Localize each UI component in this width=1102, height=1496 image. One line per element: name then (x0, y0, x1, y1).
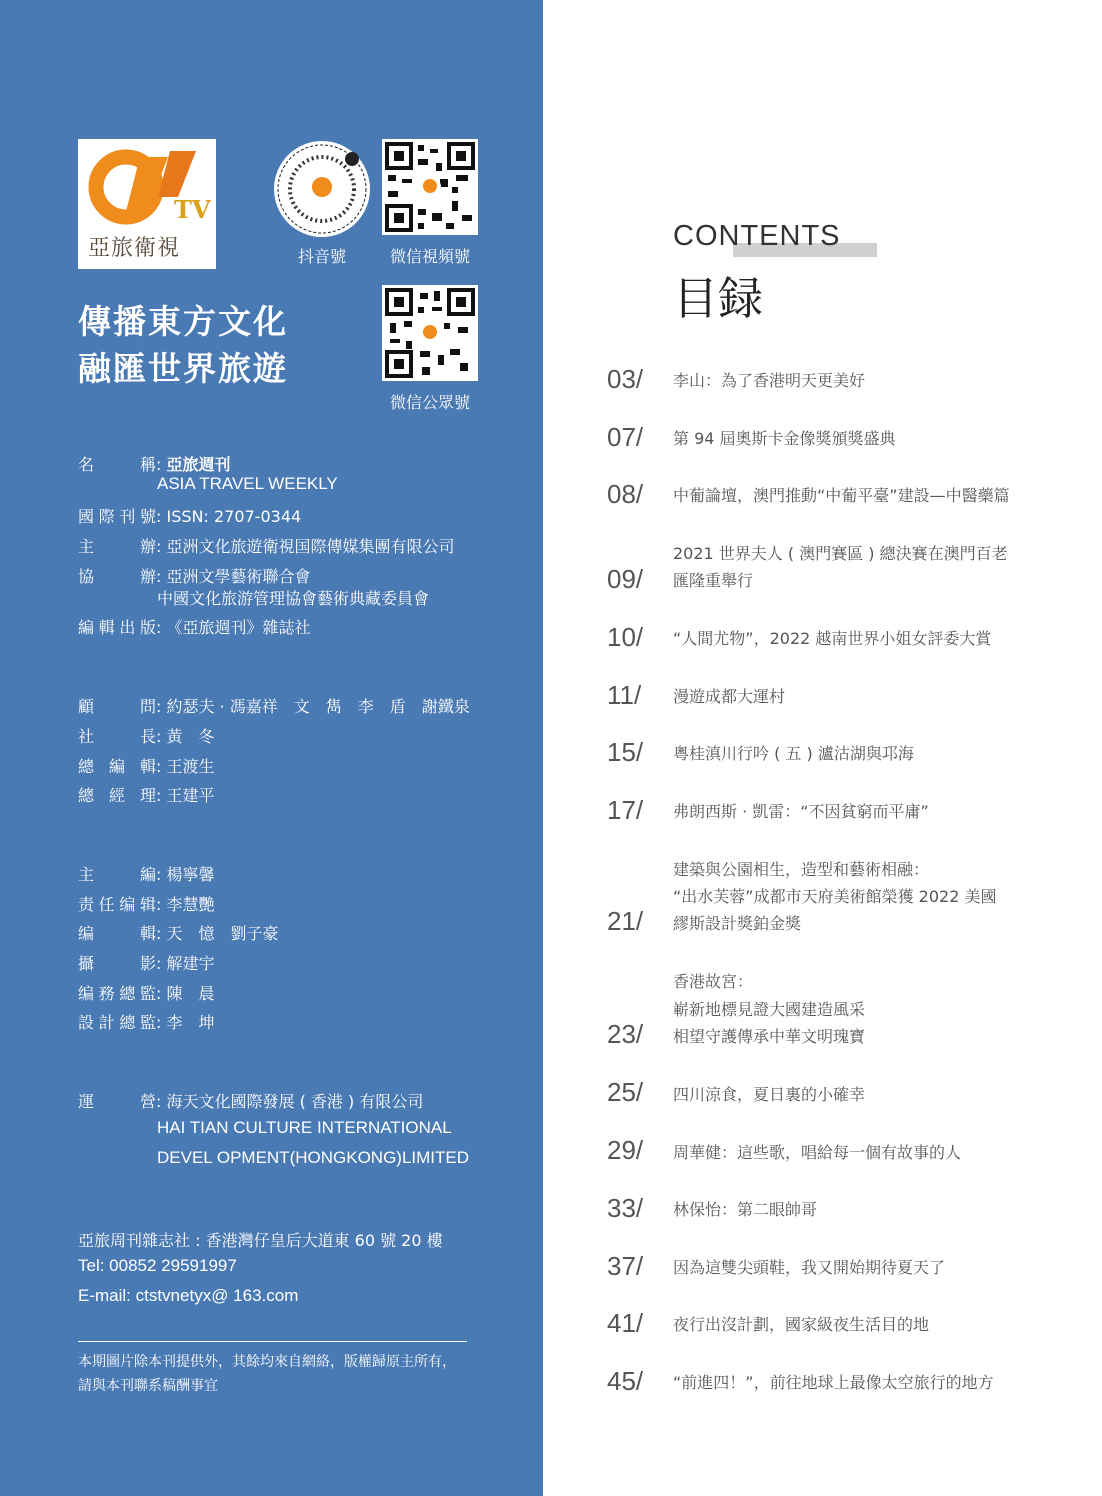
info-photo-value: 解建宇 (166, 954, 215, 973)
info-photo: 攝 影: 解建宇 (78, 951, 215, 974)
info-editors-value: 天 憶 劉子豪 (166, 924, 279, 943)
info-host: 主 辦: 亞洲文化旅遊衛視国際傳媒集團有限公司 (78, 534, 455, 557)
toc-title-cont[interactable]: 匯隆重舉行 (673, 571, 754, 590)
slogan-line-1: 傳播東方文化 (78, 302, 288, 341)
copyright-note-2: 請與本刊聯系稿酬事宜 (78, 1378, 218, 1394)
info-advisor-value: 約瑟夫 · 馮嘉祥 文 雋 李 盾 謝鐵泉 (166, 697, 470, 716)
toc-number: 17/ (607, 795, 644, 825)
info-president-label: 社 長 (78, 727, 156, 746)
info-operator-label: 運 營 (78, 1092, 156, 1111)
info-publisher: 編輯出版: 《亞旅週刊》雜誌社 (78, 615, 311, 638)
toc-title[interactable]: 因為這雙尖頭鞋，我又開始期待夏天了 (673, 1258, 946, 1277)
info-host-value: 亞洲文化旅遊衛視国際傳媒集團有限公司 (166, 537, 455, 556)
ctv-logo (78, 139, 216, 269)
info-admin-label: 编務總監 (78, 984, 156, 1003)
info-chief-editor: 總 編 輯: 王渡生 (78, 754, 215, 777)
wechat-public-qr-icon (382, 285, 478, 381)
info-chief-editor-label: 總 編 輯 (78, 757, 156, 776)
info-editors-label: 编 輯 (78, 924, 156, 943)
note-divider (78, 1341, 467, 1342)
toc-number: 41/ (607, 1308, 644, 1338)
douyin-caption: 抖音號 (297, 247, 346, 266)
toc-title[interactable]: 漫遊成都大運村 (673, 687, 786, 706)
toc-title[interactable]: “前進四！”，前往地球上最像太空旅行的地方 (673, 1373, 994, 1392)
douyin-qr (274, 141, 370, 237)
contact-address: 亞旅周刊雜志社 : 香港灣仔皇后大道東 60 號 20 樓 (78, 1231, 443, 1250)
info-advisor-label: 顧 問 (78, 697, 156, 716)
info-photo-label: 攝 影 (78, 954, 156, 973)
info-co-value-2: 中國文化旅游管理協會藝術典藏委員會 (157, 589, 430, 608)
toc-title[interactable]: 弗朗西斯 · 凱雷：“不因貧窮而平庸” (673, 802, 929, 821)
info-issn: 國際刊號: ISSN: 2707-0344 (78, 504, 301, 527)
logo-tv-text: TV (174, 195, 211, 224)
contact-email: E-mail: ctstvnetyx@ 163.com (78, 1286, 299, 1305)
toc-number: 33/ (607, 1193, 644, 1223)
toc-title[interactable]: 香港故宮： (673, 972, 754, 991)
masthead-panel (0, 0, 543, 1496)
toc-number: 08/ (607, 479, 644, 509)
info-design-label: 設計總監 (78, 1013, 156, 1032)
toc-title[interactable]: 夜行出沒計劃，國家級夜生活目的地 (673, 1315, 930, 1334)
info-operator-en-2: DEVEL OPMENT(HONGKONG)LIMITED (157, 1148, 470, 1167)
toc-number: 23/ (607, 1019, 644, 1049)
toc-title-cont[interactable]: “出水芙蓉”成都市天府美術館榮獲 2022 美國 (673, 887, 997, 906)
toc-number: 25/ (607, 1077, 644, 1107)
wechat-public-qr (382, 285, 478, 381)
info-host-label: 主 辦 (78, 537, 156, 556)
info-publisher-label: 編輯出版 (78, 618, 156, 637)
toc-title[interactable]: 四川涼食，夏日裏的小確幸 (673, 1085, 866, 1104)
info-co: 協 辦: 亞洲文學藝術聯合會 (78, 564, 311, 587)
wechat-video-qr (382, 139, 478, 235)
toc-title[interactable]: 粵桂滇川行吟 ( 五 ) 瀘沽湖與邛海 (673, 744, 914, 763)
toc-number: 09/ (607, 564, 644, 594)
logo-brand-text: 亞旅衛視 (88, 236, 181, 261)
info-president: 社 長: 黃 冬 (78, 724, 215, 747)
toc-title[interactable]: 周華健：這些歌，唱給每一個有故事的人 (673, 1143, 962, 1162)
douyin-qr-icon (274, 141, 370, 237)
toc-title-cont[interactable]: 相望守護傳承中華文明瑰寶 (673, 1027, 866, 1046)
toc-number: 10/ (607, 622, 644, 652)
info-admin-value: 陳 晨 (166, 984, 215, 1003)
info-admin: 编務總監: 陳 晨 (78, 981, 215, 1004)
toc-number: 21/ (607, 906, 644, 936)
contact-tel: Tel: 00852 29591997 (78, 1256, 237, 1275)
info-gm: 總 經 理: 王建平 (78, 783, 215, 806)
toc-title[interactable]: 第 94 屆奧斯卡金像獎頒獎盛典 (673, 429, 896, 448)
info-design-value: 李 坤 (166, 1013, 215, 1032)
toc-number: 29/ (607, 1135, 644, 1165)
toc-title[interactable]: 林保怡：第二眼帥哥 (673, 1200, 818, 1219)
toc-title[interactable]: 中葡論壇，澳門推動“中葡平臺”建設—中醫藥篇 (673, 486, 1010, 505)
info-resp-editor: 责任编辑: 李慧艷 (78, 892, 215, 915)
info-operator-en-1: HAI TIAN CULTURE INTERNATIONAL (157, 1118, 452, 1137)
contents-title-zh: 目録 (673, 272, 764, 325)
toc-number: 07/ (607, 422, 644, 452)
info-co-label: 協 辦 (78, 567, 156, 586)
info-name-label: 名 稱 (78, 455, 156, 474)
toc-title-cont[interactable]: 嶄新地標見證大國建造風采 (673, 1000, 866, 1019)
info-editor-label: 主 編 (78, 865, 156, 884)
info-publisher-value: 《亞旅週刊》雜誌社 (166, 618, 311, 637)
info-resp-editor-label: 责任编辑 (78, 895, 156, 914)
toc-title[interactable]: “人間尤物”，2022 越南世界小姐女評委大賞 (673, 629, 992, 648)
toc-title-cont[interactable]: 繆斯設計獎鉑金獎 (673, 914, 802, 933)
info-issn-label: 國際刊號 (78, 507, 156, 526)
info-resp-editor-value: 李慧艷 (166, 895, 215, 914)
wechat-video-qr-icon (382, 139, 478, 235)
info-editor-value: 楊寧馨 (166, 865, 215, 884)
wechat-video-caption: 微信視頻號 (389, 247, 470, 266)
info-operator: 運 營: 海天文化國際發展 ( 香港 ) 有限公司 (78, 1089, 423, 1112)
info-design: 設計總監: 李 坤 (78, 1010, 215, 1033)
info-operator-value: 海天文化國際發展 ( 香港 ) 有限公司 (166, 1092, 424, 1111)
info-president-value: 黃 冬 (166, 727, 215, 746)
copyright-note-1: 本期圖片除本刊提供外，其餘均來自網絡，版權歸原主所有， (78, 1354, 456, 1370)
toc-number: 03/ (607, 364, 644, 394)
contents-title-en: CONTENTS (673, 220, 841, 252)
toc-number: 45/ (607, 1366, 644, 1396)
info-name-value: 亞旅週刊 (166, 455, 231, 474)
toc-number: 11/ (607, 680, 642, 710)
info-co-value-1: 亞洲文學藝術聯合會 (166, 567, 311, 586)
info-gm-label: 總 經 理 (78, 786, 156, 805)
info-editors: 编 輯: 天 憶 劉子豪 (78, 921, 279, 944)
toc-number: 15/ (607, 737, 644, 767)
toc-title[interactable]: 李山：為了香港明天更美好 (673, 371, 866, 390)
toc-title[interactable]: 建築與公園相生，造型和藝術相融： (673, 860, 930, 879)
slogan-line-2: 融匯世界旅遊 (78, 349, 288, 388)
info-gm-value: 王建平 (166, 786, 215, 805)
info-issn-value: ISSN: 2707-0344 (166, 507, 302, 526)
info-advisor: 顧 問: 約瑟夫 · 馮嘉祥 文 雋 李 盾 謝鐵泉 (78, 694, 470, 717)
toc-title[interactable]: 2021 世界夫人 ( 澳門賽區 ) 總決賽在澳門百老 (673, 544, 1008, 563)
info-chief-editor-value: 王渡生 (166, 757, 215, 776)
wechat-public-caption: 微信公眾號 (389, 393, 470, 412)
toc-number: 37/ (607, 1251, 644, 1281)
info-name-english: ASIA TRAVEL WEEKLY (157, 474, 338, 493)
info-name: 名 稱: 亞旅週刊 (78, 452, 231, 475)
info-editor: 主 編: 楊寧馨 (78, 862, 215, 885)
